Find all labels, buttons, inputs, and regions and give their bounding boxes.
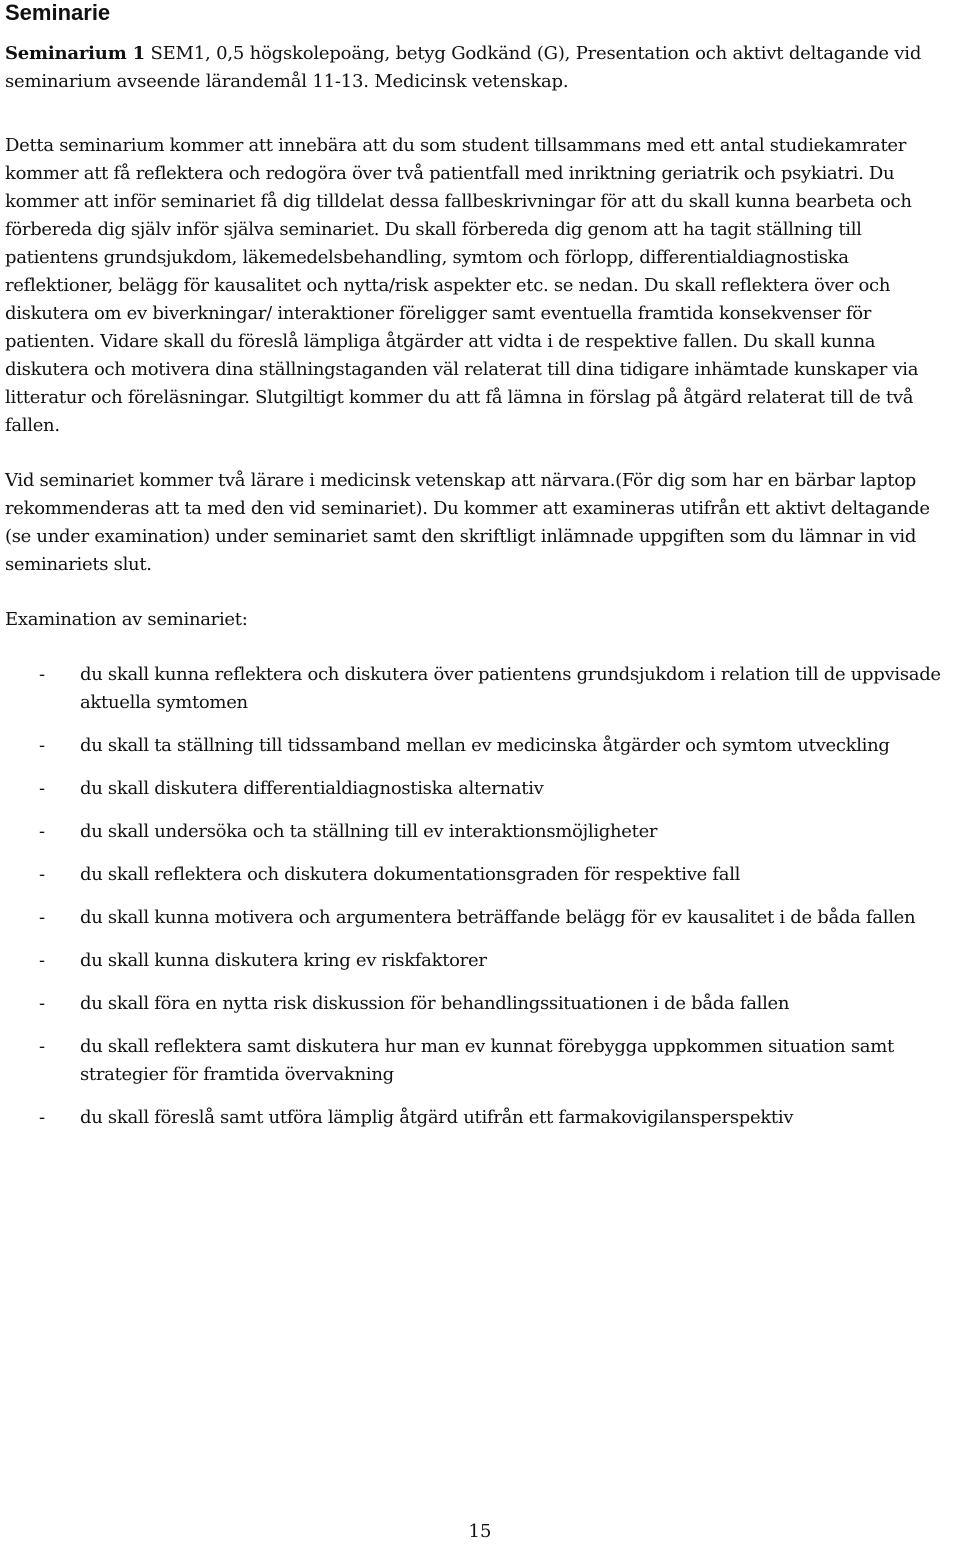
list-dash: - [39,1036,45,1057]
list-dash: - [39,1107,45,1128]
list-item [5,732,955,760]
examination-criteria-list [5,661,955,1132]
list-item-text: du skall undersöka och ta ställning till ev interaktionsmöjligheter [80,821,658,842]
list-dash: - [39,864,45,885]
list-item [5,818,955,846]
examination-heading: Examination av seminariet: [5,609,248,630]
seminar-attendance-paragraph: Vid seminariet kommer två lärare i medicinsk vetenskap att närvara.(För dig som har en bärbar laptop rekommenderas att ta med den vid seminariet). Du kommer att examineras utifrån ett aktivt deltagande (se under examination) under seminariet samt den skriftligt inlämnade uppgiften som du lämnar in vid seminariets slut. [5,470,930,575]
course-description [5,40,955,96]
list-item-text: du skall kunna motivera och argumentera beträffande belägg för ev kausalitet i de båda fallen [80,907,916,928]
list-item [5,1104,955,1132]
list-item-text: du skall kunna reflektera och diskutera över patientens grundsjukdom i relation till de uppvisade aktuella symtomen [80,664,941,713]
list-dash: - [39,907,45,928]
course-name: Seminarium 1 [5,43,145,64]
list-item [5,661,955,717]
list-item-text: du skall föra en nytta risk diskussion för behandlingssituationen i de båda fallen [80,993,790,1014]
list-item-text: du skall kunna diskutera kring ev riskfaktorer [80,950,487,971]
list-item-text: du skall reflektera och diskutera dokumentationsgraden för respektive fall [80,864,741,885]
section-heading: Seminarie [5,0,111,25]
list-item [5,947,955,975]
list-dash: - [39,950,45,971]
list-item [5,775,955,803]
list-dash: - [39,821,45,842]
document-page [5,0,955,1147]
list-item-text: du skall diskutera differentialdiagnostiska alternativ [80,778,544,799]
list-dash: - [39,778,45,799]
list-dash: - [39,993,45,1014]
list-item-text: du skall föreslå samt utföra lämplig åtgärd utifrån ett farmakovigilansperspektiv [80,1107,794,1128]
list-dash: - [39,664,45,685]
list-item [5,1033,955,1089]
list-item-text: du skall reflektera samt diskutera hur man ev kunnat förebygga uppkommen situation samt strategier för framtida övervakning [80,1036,894,1085]
list-item [5,990,955,1018]
list-dash: - [39,735,45,756]
page-number: 15 [468,1521,492,1542]
list-item [5,861,955,889]
course-details: SEM1, 0,5 högskolepoäng, betyg Godkänd (G), Presentation och aktivt deltagande vid seminarium avseende lärandemål 11-13. Medicinsk vetenskap. [5,43,922,92]
seminar-description-paragraph: Detta seminarium kommer att innebära att du som student tillsammans med ett antal studiekamrater kommer att få reflektera och redogöra över två patientfall med inriktning geriatrik och psykiatri. Du kommer att inför seminariet få dig tilldelat dessa fallbeskrivningar för att du skall kunna bearbeta och förbereda dig själv inför själva seminariet. Du skall förbereda dig genom att ha tagit ställning till patientens grundsjukdom, läkemedelsbehandling, symtom och förlopp, differentialdiagnostiska reflektioner, belägg för kausalitet och nytta/risk aspekter etc. se nedan. Du skall reflektera över och diskutera om ev biverkningar/ interaktioner föreligger samt eventuella framtida konsekvenser för patienten. Vidare skall du föreslå lämpliga åtgärder att vidta i de respektive fallen. Du skall kunna diskutera och motivera dina ställningstaganden väl relaterat till dina tidigare inhämtade kunskaper via litteratur och föreläsningar. Slutgiltigt kommer du att få lämna in förslag på åtgärd relaterat till de två fallen. [5,135,919,436]
list-item-text: du skall ta ställning till tidssamband mellan ev medicinska åtgärder och symtom utveckling [80,735,890,756]
list-item [5,904,955,932]
